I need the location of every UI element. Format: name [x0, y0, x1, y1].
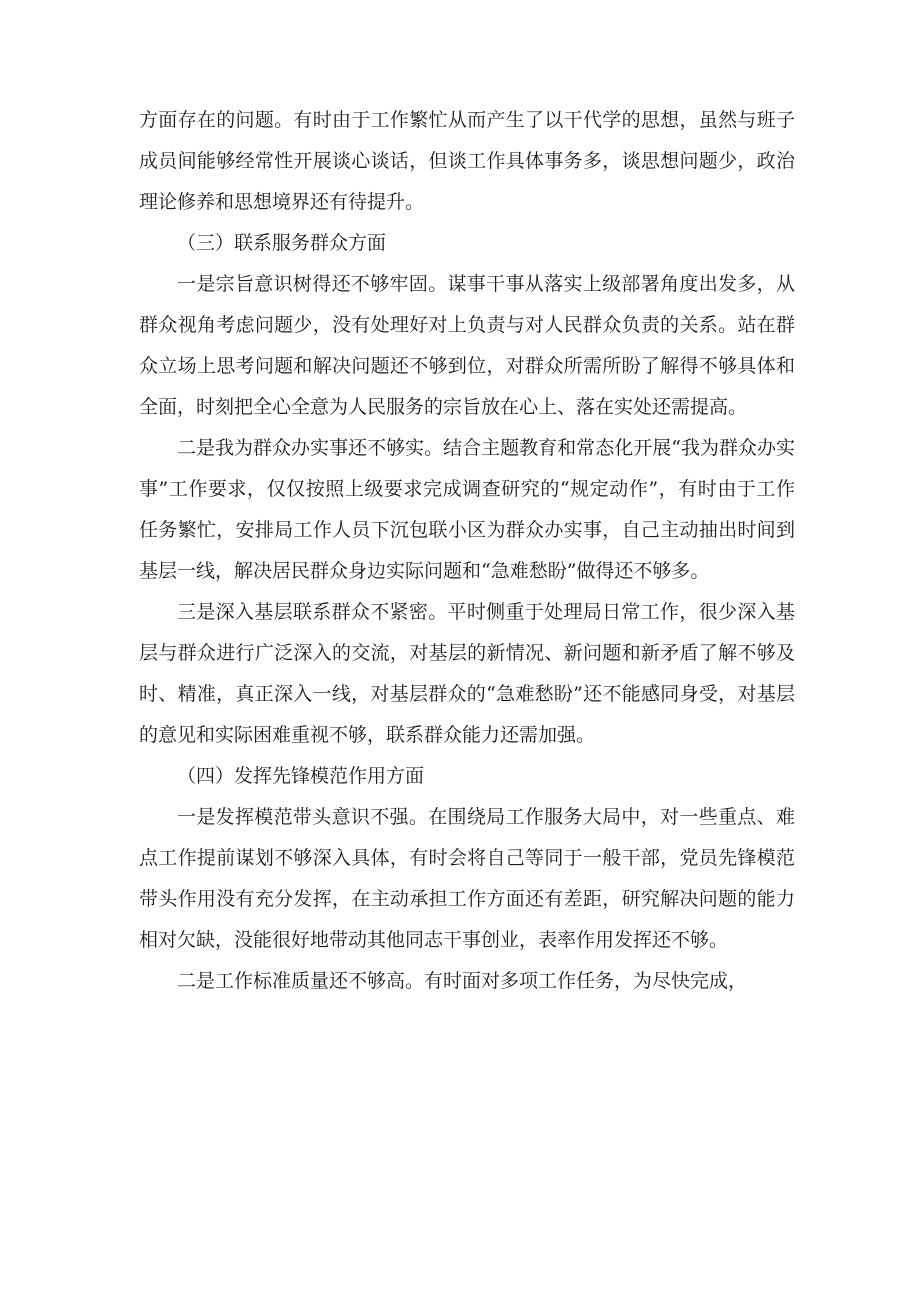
- paragraph-work-standard: 二是工作标准质量还不够高。有时面对多项工作任务，为尽快完成，: [177, 970, 748, 992]
- paragraph-grassroots-contact: 三是深入基层联系群众不紧密。平时侧重于处理局日常工作，很少深入基层与群众进行广泛深入的交流，对基层的新情况、新问题和新矛盾了解不够及时、精准，真正深入一线，对基层群众的“急难愁盼”还不能感同身受，对基层的意见和实际困难重视不够，联系群众能力还需加强。: [139, 601, 795, 746]
- section-heading-3: （三）联系服务群众方面: [177, 232, 387, 254]
- document-body: [139, 100, 795, 1002]
- paragraph-model-role: 一是发挥模范带头意识不强。在围绕局工作服务大局中，对一些重点、难点工作提前谋划不够深入具体，有时会将自己等同于一般干部，党员先锋模范带头作用没有充分发挥，在主动承担工作方面还有差距，研究解决问题的能力相对欠缺，没能很好地带动其他同志干事创业，表率作用发挥还不够。: [139, 806, 795, 951]
- paragraph-continuation: 方面存在的问题。有时由于工作繁忙从而产生了以干代学的思想，虽然与班子成员间能够经常性开展谈心谈话，但谈工作具体事务多，谈思想问题少，政治理论修养和思想境界还有待提升。: [139, 109, 795, 213]
- section-heading-4: （四）发挥先锋模范作用方面: [177, 765, 425, 787]
- paragraph-practical-matters: 二是我为群众办实事还不够实。结合主题教育和常态化开展“我为群众办实事”工作要求，仅仅按照上级要求完成调查研究的“规定动作”，有时由于工作任务繁忙，安排局工作人员下沉包联小区为群众办实事，自己主动抽出时间到基层一线，解决居民群众身边实际问题和“急难愁盼”做得还不够多。: [139, 437, 795, 582]
- paragraph-purpose-awareness: 一是宗旨意识树得还不够牢固。谋事干事从落实上级部署角度出发多，从群众视角考虑问题少，没有处理好对上负责与对人民群众负责的关系。站在群众立场上思考问题和解决问题还不够到位，对群众所需所盼了解得不够具体和全面，时刻把全心全意为人民服务的宗旨放在心上、落在实处还需提高。: [139, 273, 795, 418]
